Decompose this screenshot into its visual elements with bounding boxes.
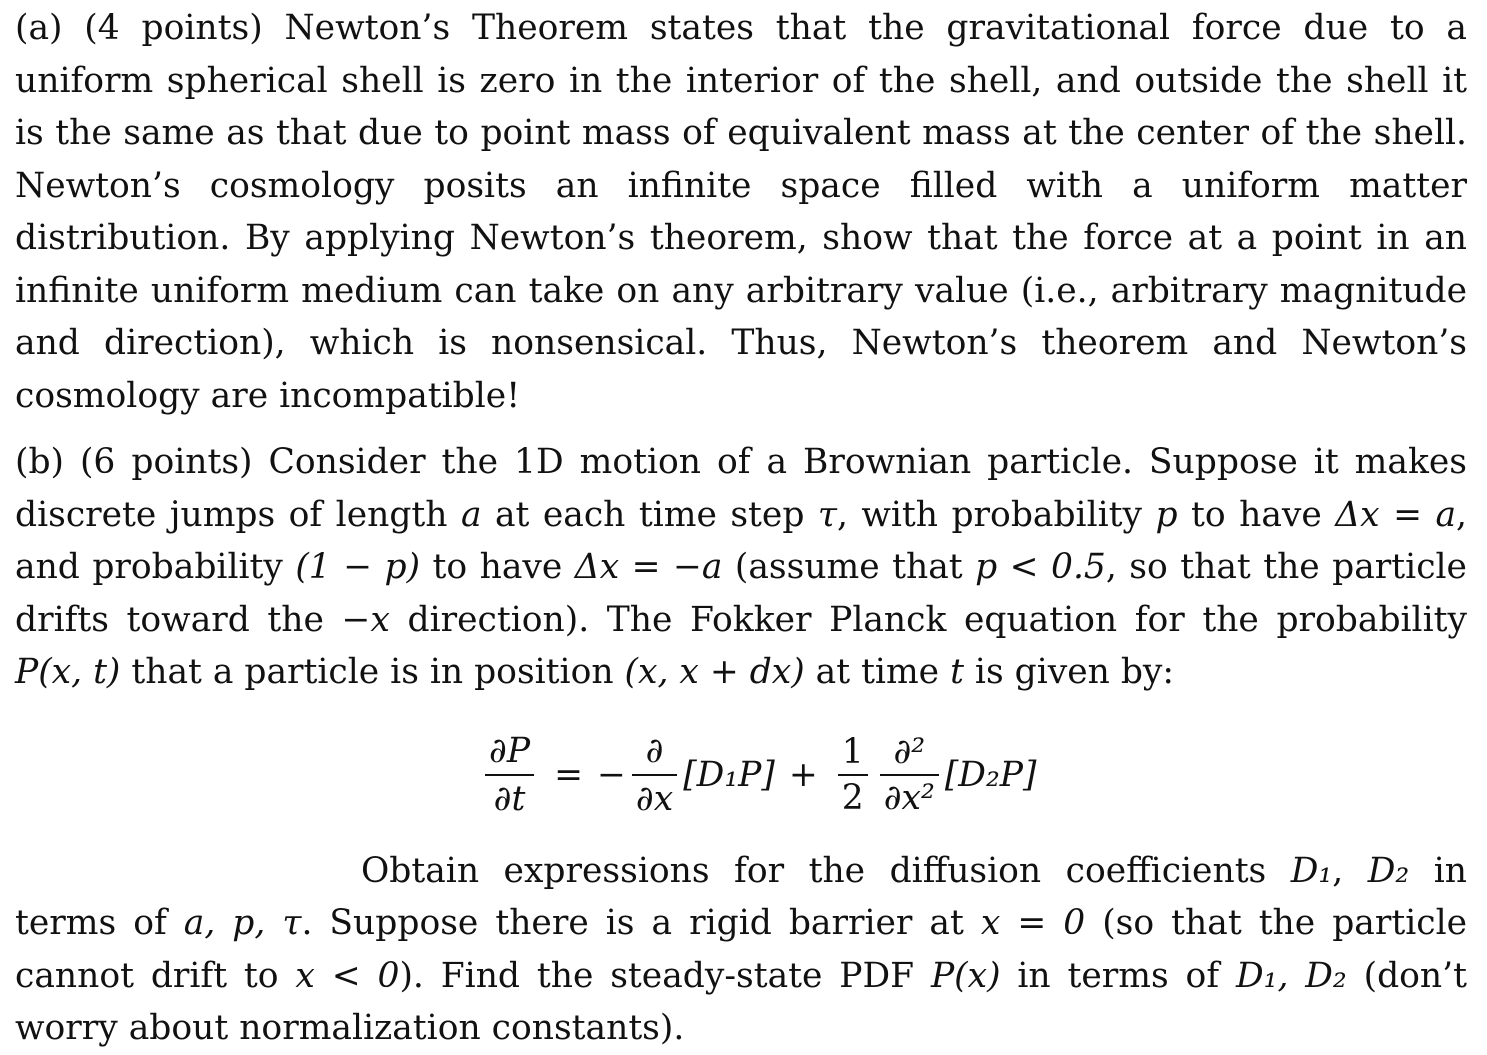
fraction-bar [838,774,868,776]
expr-one-minus-p: (1 − p) [295,547,421,587]
part-b-continuation [15,845,1467,1055]
part-b-text: is given by: [963,652,1175,692]
part-b-text: (assume that [722,547,976,587]
var-t: t [950,652,964,692]
first-derivative-fraction [632,731,677,819]
part-b-text: at each time step [481,494,818,535]
expr-minus-x: −x [341,599,390,640]
expr-interval: (x, x + dx) [624,652,805,692]
minus-sign: − [596,754,626,795]
var-D1: D₁ [1290,850,1333,891]
var-tau: τ [817,494,837,535]
part-b-cont-text: Obtain expressions for the diffusion coefficients [361,850,1291,891]
var-a: a [460,494,482,535]
plus-sign: + [788,754,818,795]
term-D1P: [D₁P] [683,754,775,795]
var-D2: D₂ [1367,850,1410,891]
d-numerator: ∂ [645,730,664,771]
expr-dx-eq-a: Δx = a [1335,494,1457,535]
half-numerator: 1 [841,731,864,772]
part-b-cont-text: (don’t worry about normalization constants). [15,955,1467,1048]
part-b-text: , so that the particle drifts toward the [15,547,1467,640]
part-b-text: direction). The Fokker Planck equation for the probability [389,599,1467,640]
equation-row [479,727,1036,823]
equals-sign: = [554,754,583,795]
half-denominator: 2 [841,777,864,818]
part-b-cont-text: . Suppose there is a rigid barrier at [301,903,981,943]
part-b-text: , and probability [15,494,1467,587]
part-b-cont-text: ). Find the steady-state PDF [399,955,931,996]
part-b-text: (b) (6 points) Consider the 1D motion of a Brownian particle. Suppose it makes discrete jumps of length [15,442,1467,535]
part-b-cont-text: , [1332,850,1368,891]
part-b-text: to have [420,547,575,587]
expr-p-lt: p < 0.5 [975,547,1106,587]
part-b-text: , with probability [836,494,1156,535]
half-fraction [838,733,868,817]
d-denominator: ∂x [635,778,674,819]
expr-a-p-tau: a, p, τ [183,903,302,943]
part-b-paragraph [15,436,1467,699]
fokker-planck-equation [15,699,1467,845]
lhs-denominator: ∂t [493,778,526,819]
part-a-paragraph [15,2,1467,422]
fraction-bar [485,774,534,776]
lhs-fraction [485,731,534,819]
part-b-cont-text: in terms of [1000,955,1236,996]
lhs-numerator: ∂P [489,730,531,771]
var-p: p [1155,494,1178,535]
expr-P-x: P(x) [930,955,1001,996]
second-derivative-fraction [880,733,939,817]
d2-numerator: ∂² [893,731,926,772]
problem-page [15,2,1467,1055]
fraction-bar [880,774,939,776]
expr-D1-D2: D₁, D₂ [1235,955,1347,996]
expr-x-eq-0: x = 0 [980,903,1086,943]
part-b-text: that a particle is in position [120,652,625,692]
expr-dx-eq-minus-a: Δx = −a [574,547,723,587]
part-b-text: to have [1177,494,1336,535]
part-b-cont-text: (so that the particle cannot drift to [15,903,1468,996]
part-b-text: at time [804,652,951,692]
expr-P-x-t: P(x, t) [15,652,121,692]
expr-x-lt-0: x < 0 [295,955,400,996]
d2-denominator: ∂x² [883,777,935,818]
part-b-cont-text: in terms of [15,850,1467,943]
term-D2P: [D₂P] [944,754,1037,795]
fraction-bar [632,774,677,776]
part-a-text: (a) (4 points) Newton’s Theorem states that the gravitational force due to a uniform spherical shell is zero in the interior of the shell, and outside the shell it is the same as that due to point mass of equivalent mass at the center of the shell. Newton’s cosmology posits an infinite space filled with a uniform matter distribution. By applying Newton’s theorem, show that the force at a point in an infinite uniform medium can take on any arbitrary value (i.e., arbitrary magnitude and direction), which is nonsensical. Thus, Newton’s theorem and Newton’s cosmology are incompatible! [15,8,1467,416]
